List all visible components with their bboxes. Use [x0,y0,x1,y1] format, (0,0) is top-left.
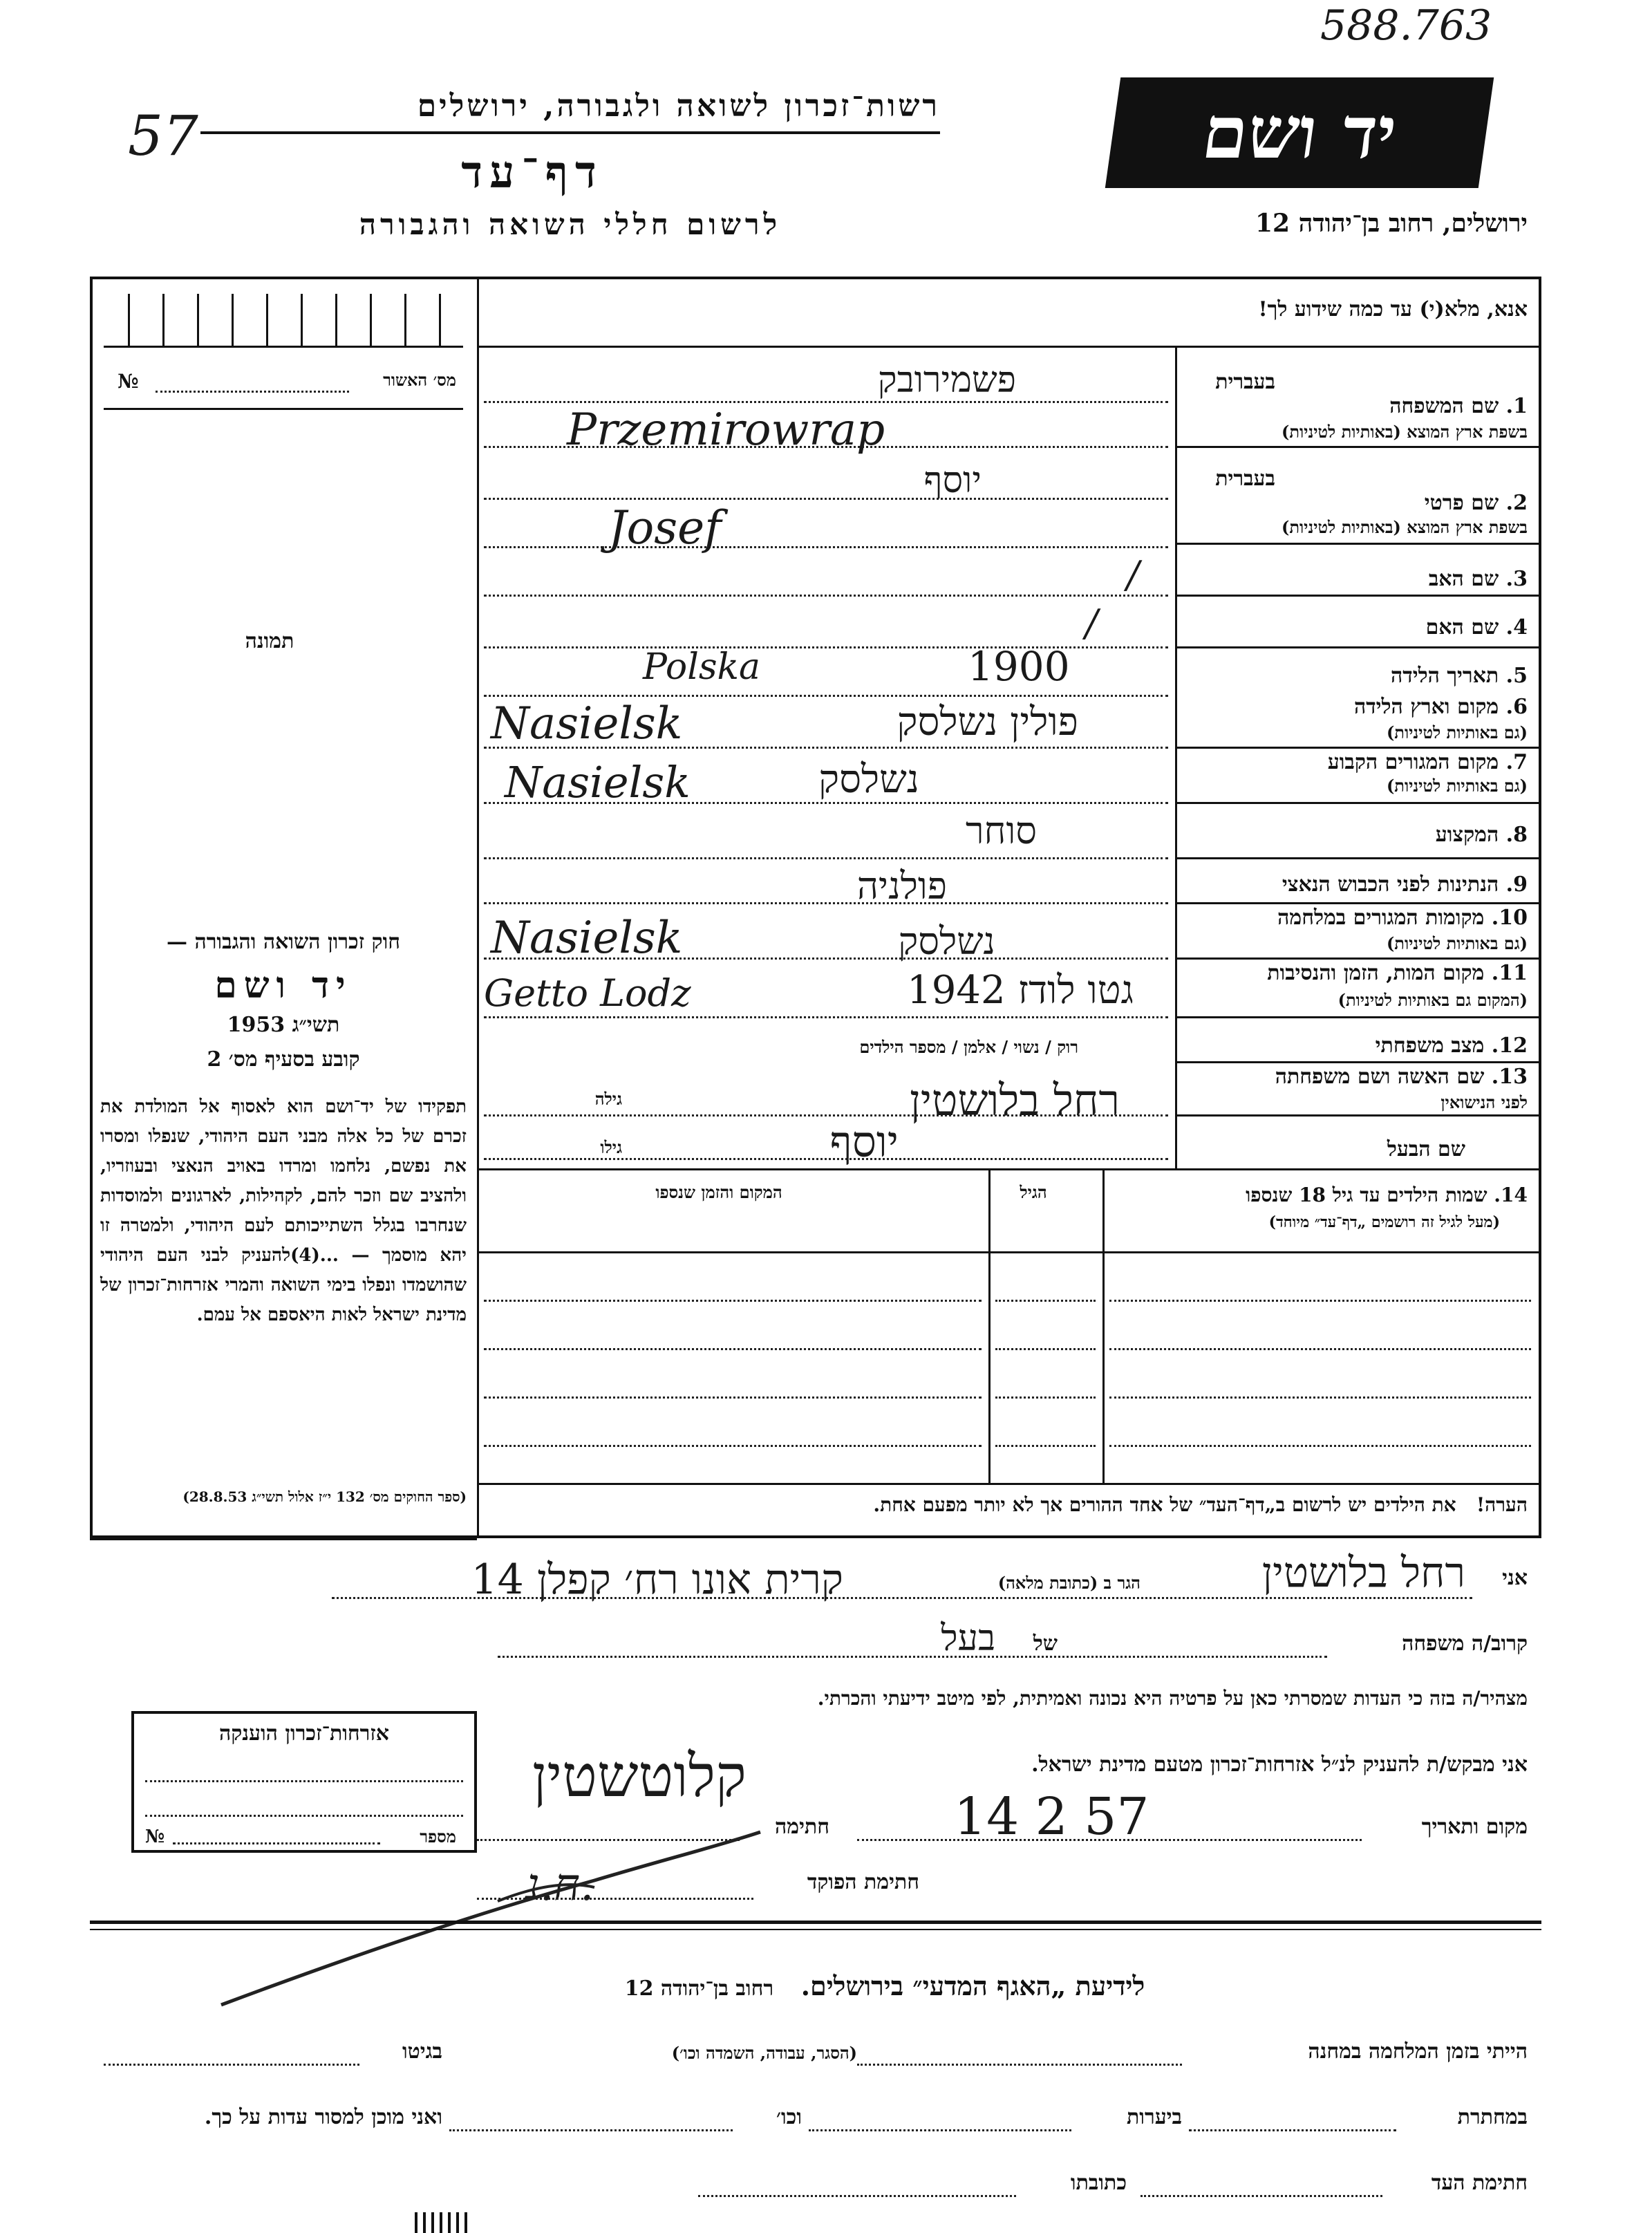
field-11-value[interactable]: גטו לודז 1942 [907,968,1134,1013]
declaration-request: אני מבקש/ת להעניק לנ״ל אזרחות־זכרון מטעם מדינת ישראל. [1031,1753,1528,1777]
citizenship-title: אזרחות־זכרון הוענקה [218,1721,390,1746]
label-column-divider [1175,346,1177,1168]
field-12-inline: רוק / נשוי / אלמן / מספר הילדים [859,1037,1078,1057]
date-value[interactable]: 14 2 57 [954,1787,1149,1847]
approval-number-label: מס׳ האשור [383,370,456,390]
signature-value[interactable]: קלוטשטין [532,1742,747,1810]
field-6-value[interactable]: פולין נשלסק [897,700,1078,745]
field-9-value[interactable]: פולניה [856,864,947,908]
declaration-ani-value[interactable]: רחל בלושטין [1261,1549,1465,1597]
field-11-label: 11. מקום המות, הזמן והנסיבות [1267,961,1528,985]
footer-line1-a: הייתי בזמן המלחמה במחנה [1308,2039,1528,2064]
footer-rule-1 [90,1921,1541,1924]
field-13-label: 13. שם האשה ושם משפחתה [1275,1065,1528,1089]
declaration-address-value[interactable]: קרית אונו רח׳ קפלן 14 [471,1555,843,1604]
field-5-extra[interactable]: Polska [643,646,761,688]
citizenship-number-label: מספר [420,1826,456,1847]
margin-note: 57 [128,104,198,168]
approval-number-rule [104,408,463,410]
field-10-sub: (גם באותיות לטיניות) [1386,933,1528,953]
address: ירושלים, רחוב בן־יהודה 12 [1255,209,1528,238]
signature-label: חתימה [775,1815,829,1839]
field-4-label: 4. שם האם [1425,615,1528,639]
field-5-value[interactable]: 1900 [968,643,1070,690]
field-11-sub: (המקום גם באותיות לטיניות) [1337,990,1528,1010]
field-12-label: 12. מצב משפחתי [1375,1034,1528,1058]
field-2-hebrew-value[interactable]: יוסף [923,460,982,501]
field-7-latin-value[interactable]: Nasielsk [505,757,691,807]
field-1-sub: בשפת ארץ המוצא (באותיות לטיניות) [1282,422,1528,442]
law-text: תפקידו של יד־ושם הוא לאסוף אל המולדת את זכרם של כל אלה מבני העם היהודי, שנפלו ומסרו את נפשם, נלחמו ומרדו באויב הנאצי ובעוזריו, ולהציב שם וזכר להם, לקהילות, לארגונים ולמוסדות שנחרבו בגלל השתייכותם לעם היהודי, ולמטרה זו יהא מוסמך — ...(4)להעניק לבני העם היהודי שהושמדו ונפלו בימי השואה והמרי אזרחות־זכרון של מדינת ישראל לאות היאספם אל עמם. [100,1096,467,1325]
children-header-rule [477,1251,1541,1253]
archive-number: 588.763 [1320,1,1492,50]
declaration-of-label: של [1033,1632,1058,1656]
form-intro: אנא, מלא(י) עד כמה שידוע לך! [1258,297,1528,321]
intro-rule [477,346,1541,348]
field-7-value[interactable]: נשלסק [818,757,919,802]
footer-line3-a: חתימת העד [1431,2171,1528,2195]
children-divider-1 [988,1168,991,1483]
footer-line1-field-a[interactable] [857,2064,1182,2066]
field-7-label: 7. מקום המגורים הקבוע [1327,750,1528,774]
footer-line3-field-b[interactable] [698,2195,1016,2197]
field-6-sub: (גם באותיות לטיניות) [1386,722,1528,742]
field-9-label: 9. הנתינות לפני הכבוש הנאצי [1282,872,1528,897]
children-col-place: המקום והזמן שנספו [655,1182,782,1202]
declaration-line-1 [332,1597,1472,1599]
footer-line1-c: בגיטו [402,2039,442,2064]
children-bottom-rule [477,1483,1541,1485]
wife-age-label: גילה [594,1089,622,1109]
declaration-relative-label: קרוב/ה משפחה [1402,1632,1528,1656]
footer-line3-field-a[interactable] [1141,2195,1382,2197]
field-1-hebrew-value[interactable]: פשמירובק [877,359,1016,401]
field-10-latin-value[interactable]: Nasielsk [491,913,683,964]
left-column-bottom [90,1538,477,1540]
field-11-latin-value[interactable]: Getto Lodz [484,971,691,1015]
field-10-value[interactable]: נשלסק [898,919,995,963]
photo-label: תמונה [245,629,294,653]
footer-line2-c: וכו׳ [776,2105,802,2129]
law-clause: קובע בסעיף מס׳ 2 [207,1047,360,1072]
field-4-value[interactable]: / [1085,601,1098,645]
field-1-label: 1. שם המשפחה [1389,394,1528,418]
officer-value[interactable]: ח.נ. [525,1860,594,1911]
field-2-latin-value[interactable]: Josef [608,501,722,554]
children-label: 14. שמות הילדים עד גיל 18 שנספו [1246,1184,1528,1206]
footer-line3-b: כתובתו [1070,2171,1127,2195]
lang-hebrew-1: בעברית [1215,370,1275,394]
officer-label: חתימת הפוקד [807,1870,919,1894]
declaration-of-value[interactable]: בעל [941,1618,995,1659]
footer-line2-field-c[interactable] [449,2129,733,2131]
field-5-label: 5. תאריך הלידה [1391,664,1528,688]
logo-text: יד ושם [1197,90,1402,175]
field-13-value[interactable]: רחל בלושטין [909,1075,1120,1125]
field-7-sub: (גם באותיות לטיניות) [1386,776,1528,796]
fields-bottom-rule [477,1168,1541,1170]
field-2-sub: בשפת ארץ המוצא (באותיות לטיניות) [1282,517,1528,537]
field-3-value[interactable]: / [1127,553,1140,597]
place-date-line [857,1839,1362,1841]
footer-line2-d: ואני מוכן למסור עדות על כך. [204,2105,442,2129]
logo [1105,77,1494,188]
lang-hebrew-2: בעברית [1215,467,1275,491]
law-name: יד ושם [214,964,353,1007]
declaration-address-label: הגר ב (כתובת מלאה) [997,1573,1141,1593]
footer-line2-b: ביערות [1126,2105,1182,2129]
field-10-label: 10. מקומות המגורים במלחמה [1277,906,1528,930]
authority-underline [200,131,940,134]
field-3-label: 3. שם האב [1428,567,1528,591]
left-column-divider [477,277,479,1538]
footer-rule-2 [90,1929,1541,1930]
law-ref: (ספר החוקים מס׳ 132 י״ז אלול תשי״ג 28.8.53) [182,1488,467,1505]
children-divider-2 [1102,1168,1105,1483]
field-6-label: 6. מקום וארץ הלידה [1353,695,1528,719]
husband-value[interactable]: יוסף [829,1116,899,1167]
citizenship-number-line[interactable] [173,1842,380,1844]
footer-line1-field-b[interactable] [104,2064,359,2066]
approval-number-symbol: № [118,370,139,393]
husband-age-label: גילו [600,1137,622,1157]
field-1-latin-value[interactable]: Przemirowrap [567,404,885,456]
footer-line2-field-a[interactable] [1189,2129,1396,2131]
authority-name: רשות־זכרון לשואה ולגבורה, ירושלים [417,88,940,124]
children-sub: (מעל לגיל זה רושמים „דף־עד״ מיוחד) [1268,1213,1500,1231]
declaration-ani-label: אני [1502,1566,1528,1590]
note: הערה! את הילדים יש לרשום ב„דף־העד״ של אחד ההורים אך לא יותר מפעם אחת. [873,1493,1528,1516]
field-8-value[interactable]: סוחר [965,809,1037,852]
approval-number-field[interactable] [156,391,349,393]
field-13-sub: לפני הנישואין [1440,1092,1528,1112]
field-8-label: 8. המקצוע [1435,823,1528,847]
place-date-label: מקום ותאריך [1421,1815,1528,1839]
form-subtitle: לרשום חללי השואה והגבורה [359,207,782,241]
footer-title: לידיעת „האגף המדעי״ בירושלים. רחוב בן־יהודה 12 [624,1970,1145,2001]
footer-line1-b: (הסגר, עבודה, השמדה וכו׳) [671,2043,857,2063]
footer-line2-field-b[interactable] [809,2129,1071,2131]
citizenship-number-symbol: № [145,1826,165,1847]
field-2-label: 2. שם פרטי [1424,491,1528,515]
declaration-line-2 [498,1656,1327,1658]
field-6-latin-value[interactable]: Nasielsk [491,698,683,749]
declaration-statement: מצהיר/ה בזה כי העדות שמסרתי כאן על פרטיה היא נכונה ואמיתית, לפי מיטב ידיעתי והכרתי. [817,1687,1528,1710]
law-title: חוק זכרון השואה והגבורה — [167,930,400,954]
citizenship-line-1 [145,1780,463,1782]
form-title: דף־עד [461,147,603,198]
law-year: תשי״ג 1953 [227,1013,340,1037]
footer-line2-a: במחתרת [1457,2105,1528,2129]
children-col-age: הגיל [1020,1182,1047,1202]
citizenship-line-2 [145,1815,463,1817]
husband-label: שם הבעל [1387,1137,1465,1161]
